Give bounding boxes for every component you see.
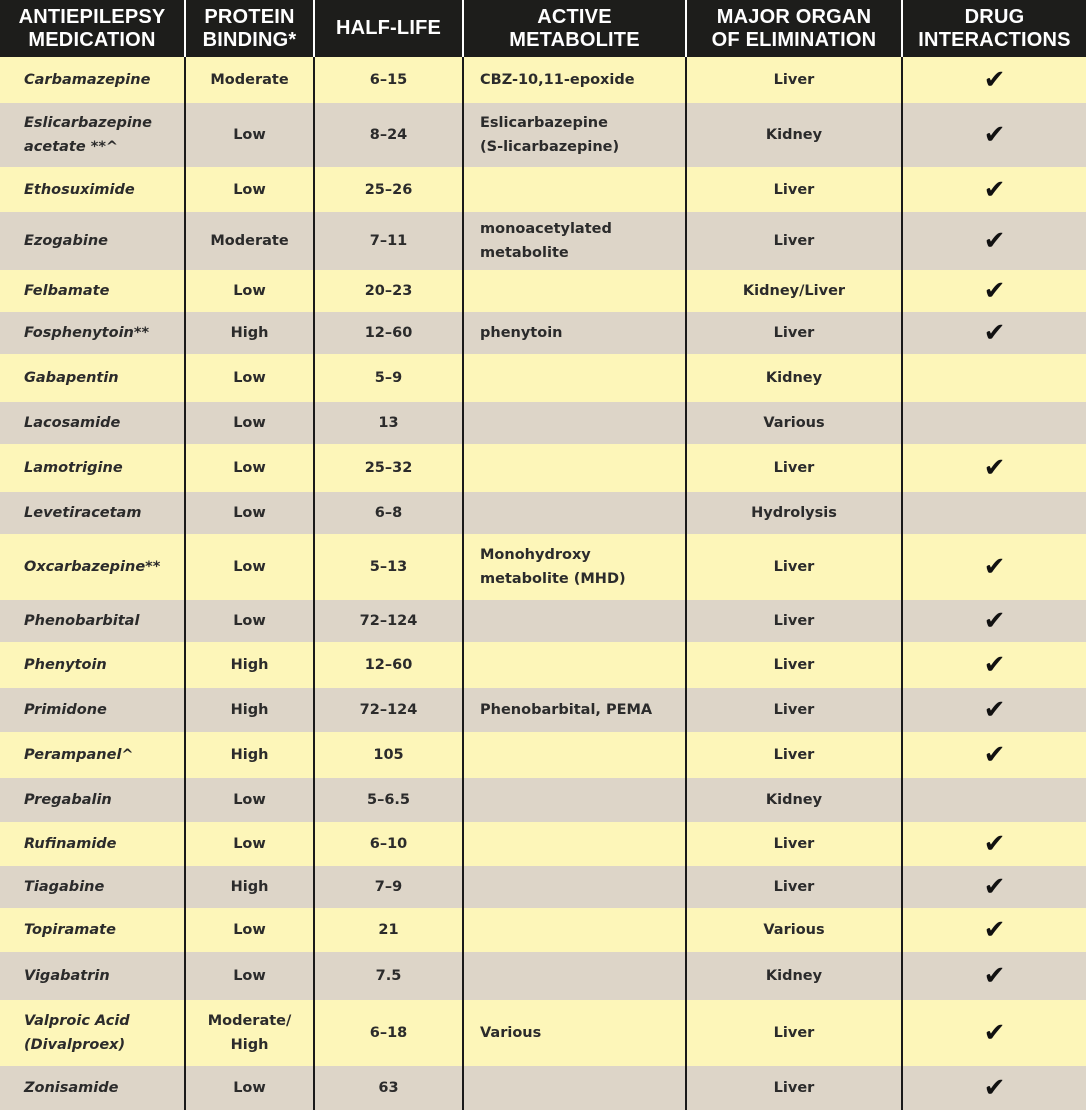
elimination-cell: Kidney/Liver [686,270,902,312]
half-life-cell: 105 [314,732,463,778]
elimination-cell: Kidney [686,354,902,402]
table-row [0,270,1086,312]
medication-cell: Carbamazepine [0,57,185,103]
table-row [0,212,1086,270]
drug-interactions-cell [902,1066,1086,1110]
protein-binding-cell: Low [185,1066,314,1110]
active-metabolite-cell: CBZ-10,11-epoxide [463,57,686,103]
checkmark-icon: ✔ [983,65,1006,95]
elimination-cell: Liver [686,642,902,688]
protein-binding-cell: Low [185,167,314,212]
checkmark-icon: ✔ [983,740,1006,770]
active-metabolite-cell [463,732,686,778]
medication-cell: Primidone [0,688,185,732]
checkmark-icon: ✔ [983,872,1006,902]
checkmark-icon: ✔ [983,276,1006,306]
elimination-cell: Liver [686,822,902,866]
protein-binding-cell: Low [185,822,314,866]
drug-interactions-cell [902,312,1086,354]
table-row [0,167,1086,212]
medication-cell: Vigabatrin [0,952,185,1000]
table-row [0,312,1086,354]
medication-cell: Lacosamide [0,402,185,444]
medication-cell: Lamotrigine [0,444,185,492]
protein-binding-cell: Moderate/ High [185,1000,314,1066]
medication-cell: Gabapentin [0,354,185,402]
checkmark-icon: ✔ [983,695,1006,725]
active-metabolite-cell [463,167,686,212]
active-metabolite-cell [463,402,686,444]
active-metabolite-cell [463,354,686,402]
elimination-cell: Liver [686,1066,902,1110]
header-medication: ANTIEPILEPSY MEDICATION [0,0,185,57]
table-body [0,57,1086,1110]
table-row [0,778,1086,822]
table-row [0,688,1086,732]
half-life-cell: 63 [314,1066,463,1110]
elimination-cell: Kidney [686,103,902,167]
table-row [0,57,1086,103]
drug-interactions-cell [902,167,1086,212]
active-metabolite-cell [463,866,686,908]
drug-interactions-cell [902,688,1086,732]
checkmark-icon: ✔ [983,174,1006,205]
half-life-cell: 6–18 [314,1000,463,1066]
table-row [0,444,1086,492]
drug-interactions-cell [902,952,1086,1000]
medication-cell: Oxcarbazepine** [0,534,185,600]
half-life-cell: 6–10 [314,822,463,866]
active-metabolite-cell [463,492,686,534]
half-life-cell: 12–60 [314,312,463,354]
half-life-cell: 5–13 [314,534,463,600]
elimination-cell: Kidney [686,952,902,1000]
table-header [0,0,1086,57]
protein-binding-cell: Low [185,103,314,167]
active-metabolite-cell: Various [463,1000,686,1066]
protein-binding-cell: Low [185,354,314,402]
header-half-life: HALF-LIFE [314,0,463,57]
elimination-cell: Liver [686,600,902,642]
drug-interactions-cell [902,212,1086,270]
medication-cell: Topiramate [0,908,185,952]
table-row [0,534,1086,600]
active-metabolite-cell: Eslicarbazepine (S-licarbazepine) [463,103,686,167]
elimination-cell: Liver [686,688,902,732]
medication-cell: Levetiracetam [0,492,185,534]
checkmark-icon: ✔ [983,829,1006,859]
elimination-cell: Liver [686,167,902,212]
half-life-cell: 8–24 [314,103,463,167]
drug-interactions-cell [902,492,1086,534]
protein-binding-cell: Moderate [185,212,314,270]
table-row [0,866,1086,908]
medication-cell: Fosphenytoin** [0,312,185,354]
checkmark-icon: ✔ [983,961,1006,991]
table-row [0,354,1086,402]
elimination-cell: Liver [686,212,902,270]
active-metabolite-cell: monoacetylated metabolite [463,212,686,270]
active-metabolite-cell [463,778,686,822]
half-life-cell: 21 [314,908,463,952]
drug-interactions-cell [902,534,1086,600]
medication-cell: Tiagabine [0,866,185,908]
medication-cell: Ethosuximide [0,167,185,212]
half-life-cell: 20–23 [314,270,463,312]
active-metabolite-cell [463,444,686,492]
half-life-cell: 25–26 [314,167,463,212]
elimination-cell: Liver [686,866,902,908]
medication-cell: Valproic Acid (Divalproex) [0,1000,185,1066]
table-row [0,732,1086,778]
active-metabolite-cell: Monohydroxy metabolite (MHD) [463,534,686,600]
elimination-cell: Hydrolysis [686,492,902,534]
table-row [0,103,1086,167]
drug-interactions-cell [902,600,1086,642]
drug-interactions-cell [902,1000,1086,1066]
protein-binding-cell: High [185,688,314,732]
drug-interactions-cell [902,866,1086,908]
drug-interactions-cell [902,778,1086,822]
protein-binding-cell: Low [185,402,314,444]
table-row [0,908,1086,952]
half-life-cell: 72–124 [314,688,463,732]
protein-binding-cell: Low [185,492,314,534]
protein-binding-cell: Low [185,908,314,952]
elimination-cell: Liver [686,444,902,492]
active-metabolite-cell [463,1066,686,1110]
half-life-cell: 25–32 [314,444,463,492]
elimination-cell: Various [686,908,902,952]
elimination-cell: Liver [686,534,902,600]
protein-binding-cell: Low [185,778,314,822]
elimination-cell: Liver [686,732,902,778]
protein-binding-cell: High [185,312,314,354]
active-metabolite-cell: phenytoin [463,312,686,354]
protein-binding-cell: Low [185,270,314,312]
drug-interactions-cell [902,270,1086,312]
medication-cell: Eslicarbazepine acetate **^ [0,103,185,167]
elimination-cell: Liver [686,57,902,103]
protein-binding-cell: High [185,642,314,688]
table-row [0,600,1086,642]
protein-binding-cell: High [185,866,314,908]
table-row [0,822,1086,866]
elimination-cell: Liver [686,312,902,354]
header-drug-interactions: DRUG INTERACTIONS [902,0,1086,57]
checkmark-icon: ✔ [983,552,1006,582]
drug-interactions-cell [902,402,1086,444]
half-life-cell: 72–124 [314,600,463,642]
half-life-cell: 7–11 [314,212,463,270]
active-metabolite-cell: Phenobarbital, PEMA [463,688,686,732]
half-life-cell: 13 [314,402,463,444]
active-metabolite-cell [463,642,686,688]
active-metabolite-cell [463,600,686,642]
half-life-cell: 6–15 [314,57,463,103]
half-life-cell: 5–9 [314,354,463,402]
medication-cell: Ezogabine [0,212,185,270]
active-metabolite-cell [463,908,686,952]
elimination-cell: Kidney [686,778,902,822]
header-protein-binding: PROTEIN BINDING* [185,0,314,57]
drug-interactions-cell [902,642,1086,688]
protein-binding-cell: Low [185,952,314,1000]
checkmark-icon: ✔ [983,650,1006,680]
protein-binding-cell: Moderate [185,57,314,103]
checkmark-icon: ✔ [983,318,1006,348]
drug-interactions-cell [902,444,1086,492]
checkmark-icon: ✔ [983,606,1006,636]
half-life-cell: 5–6.5 [314,778,463,822]
medication-cell: Phenytoin [0,642,185,688]
protein-binding-cell: Low [185,600,314,642]
half-life-cell: 12–60 [314,642,463,688]
table-row [0,492,1086,534]
table-row [0,642,1086,688]
drug-interactions-cell [902,354,1086,402]
drug-interactions-cell [902,908,1086,952]
protein-binding-cell: Low [185,534,314,600]
elimination-cell: Liver [686,1000,902,1066]
table-row [0,1000,1086,1066]
drug-interactions-cell [902,103,1086,167]
header-elimination: MAJOR ORGAN OF ELIMINATION [686,0,902,57]
protein-binding-cell: Low [185,444,314,492]
medication-cell: Zonisamide [0,1066,185,1110]
table-row [0,1066,1086,1110]
active-metabolite-cell [463,822,686,866]
half-life-cell: 6–8 [314,492,463,534]
drug-interactions-cell [902,57,1086,103]
medication-cell: Phenobarbital [0,600,185,642]
checkmark-icon: ✔ [983,453,1006,483]
table-row [0,952,1086,1000]
medication-cell: Pregabalin [0,778,185,822]
checkmark-icon: ✔ [983,120,1006,150]
active-metabolite-cell [463,270,686,312]
header-active-metabolite: ACTIVE METABOLITE [463,0,686,57]
medication-cell: Felbamate [0,270,185,312]
medication-cell: Rufinamide [0,822,185,866]
protein-binding-cell: High [185,732,314,778]
drug-interactions-cell [902,822,1086,866]
checkmark-icon: ✔ [983,226,1006,256]
checkmark-icon: ✔ [983,1073,1006,1103]
checkmark-icon: ✔ [983,1018,1006,1048]
medication-cell: Perampanel^ [0,732,185,778]
header-row [0,0,1086,57]
half-life-cell: 7–9 [314,866,463,908]
half-life-cell: 7.5 [314,952,463,1000]
elimination-cell: Various [686,402,902,444]
active-metabolite-cell [463,952,686,1000]
table-row [0,402,1086,444]
checkmark-icon: ✔ [983,915,1006,945]
drug-interactions-cell [902,732,1086,778]
